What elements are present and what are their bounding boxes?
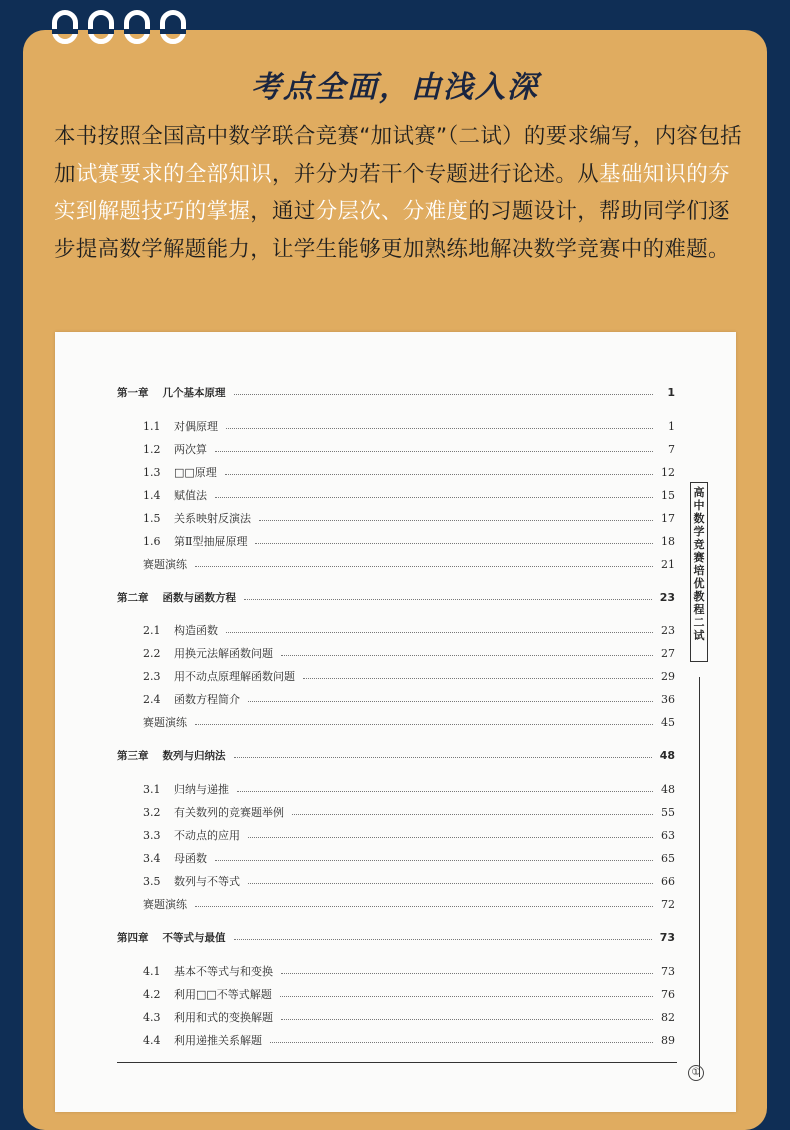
toc-section-number: 1.1 xyxy=(143,419,161,433)
toc-leader-dots xyxy=(234,394,654,395)
toc-section-number: 3.5 xyxy=(143,874,161,888)
binder-ring-icon xyxy=(160,10,186,44)
toc-section-row xyxy=(143,804,675,820)
toc-section-row xyxy=(143,464,675,480)
toc-entry-title: 第Ⅱ型抽屉原理 xyxy=(174,535,248,548)
intro-text: ，并分为若干个专题进行论述。从 xyxy=(272,161,600,187)
toc-entry-title: 赛题演练 xyxy=(143,558,187,571)
toc-entry-title: 母函数 xyxy=(174,852,207,865)
toc-entry-title: 赛题演练 xyxy=(143,898,187,911)
toc-section-row xyxy=(143,1009,675,1025)
toc-leader-dots xyxy=(226,428,653,429)
toc-section-number: 1.6 xyxy=(143,534,161,548)
toc-section-number: 4.2 xyxy=(143,987,161,1001)
toc-section-row xyxy=(143,418,675,434)
toc-section-row xyxy=(143,645,675,661)
toc-leader-dots xyxy=(280,996,653,997)
toc-page-number: 29 xyxy=(661,669,675,683)
toc-entry-title: 赋值法 xyxy=(174,489,207,502)
toc-page-number: 66 xyxy=(661,874,675,888)
toc-entry-title: 用不动点原理解函数问题 xyxy=(174,670,295,683)
toc-section-row xyxy=(143,963,675,979)
toc-page-number: 73 xyxy=(661,964,675,978)
toc-chapter-row xyxy=(117,384,675,400)
toc-page-number: 89 xyxy=(661,1033,675,1047)
toc-page-number: 65 xyxy=(661,851,675,865)
toc-section-row xyxy=(143,691,675,707)
toc-leader-dots xyxy=(215,860,653,861)
toc-page-number: 45 xyxy=(661,715,675,729)
toc-leader-dots xyxy=(195,906,653,907)
toc-chapter-row xyxy=(117,929,675,945)
intro-highlight: 分层次、分难度 xyxy=(315,199,469,224)
toc-drill-row xyxy=(143,714,675,730)
toc-leader-dots xyxy=(195,724,653,725)
section-title: 考点全面，由浅入深 xyxy=(251,70,539,105)
intro-text: 本书按照全国高中数学联合竞赛“加试赛”（二试）的要求编写，内容包括加 xyxy=(54,124,742,187)
toc-page-number: 73 xyxy=(659,930,675,944)
toc-drill-row xyxy=(143,896,675,912)
toc-page-number: 1 xyxy=(667,385,675,399)
toc-section-row xyxy=(143,827,675,843)
toc-chapter-title: 不等式与最值 xyxy=(162,931,226,944)
toc-page-number: 27 xyxy=(661,646,675,660)
toc-drill-row xyxy=(143,556,675,572)
toc-section-number: 3.1 xyxy=(143,782,161,796)
toc-leader-dots xyxy=(215,497,653,498)
toc-leader-dots xyxy=(248,883,653,884)
bottom-rule xyxy=(117,1062,677,1063)
toc-section-number: 1.3 xyxy=(143,465,161,479)
toc-page-number: 17 xyxy=(661,511,675,525)
toc-chapter-row xyxy=(117,747,675,763)
toc-section-number: 4.1 xyxy=(143,964,161,978)
toc-leader-dots xyxy=(234,757,652,758)
intro-highlight: 基础知识的夯实到解题技巧的掌握 xyxy=(54,161,730,224)
toc-chapter-title: 几个基本原理 xyxy=(162,386,226,399)
toc-chapter-title: 函数与函数方程 xyxy=(162,591,236,604)
toc-entry-title: 基本不等式与和变换 xyxy=(174,965,273,978)
toc-entry-title: □□原理 xyxy=(174,466,217,479)
toc-leader-dots xyxy=(234,939,652,940)
toc-leader-dots xyxy=(281,973,653,974)
toc-section-number: 3.2 xyxy=(143,805,161,819)
toc-section-number: 3.4 xyxy=(143,851,161,865)
toc-section-row xyxy=(143,850,675,866)
toc-page-number: 1 xyxy=(668,419,675,433)
toc-page xyxy=(55,332,736,1112)
intro-highlight: 试赛要求的全部知识 xyxy=(75,161,273,187)
toc-leader-dots xyxy=(303,678,653,679)
toc-page-number: 76 xyxy=(661,987,675,1001)
toc-page-number: 36 xyxy=(661,692,675,706)
toc-entry-title: 不动点的应用 xyxy=(174,829,240,842)
toc-section-number: 4.4 xyxy=(143,1033,161,1047)
toc-section-row xyxy=(143,1032,675,1048)
toc-section-row xyxy=(143,986,675,1002)
toc-page-number: 21 xyxy=(661,557,675,571)
toc-section-row xyxy=(143,873,675,889)
intro-text: ，通过 xyxy=(250,199,316,224)
toc-section-number: 2.2 xyxy=(143,646,161,660)
toc-entry-title: 函数方程简介 xyxy=(174,693,240,706)
toc-page-number: 15 xyxy=(661,488,675,502)
toc-page-number: 23 xyxy=(661,623,675,637)
toc-leader-dots xyxy=(226,632,653,633)
toc-page-number: 63 xyxy=(661,828,675,842)
toc-page-number: 48 xyxy=(661,782,675,796)
toc-entry-title: 关系映射反演法 xyxy=(174,512,251,525)
toc-entry-title: 用换元法解函数问题 xyxy=(174,647,273,660)
toc-entry-title: 归纳与递推 xyxy=(174,783,229,796)
toc-entry-title: 构造函数 xyxy=(174,624,218,637)
toc-section-row xyxy=(143,533,675,549)
toc-chapter-title: 数列与归纳法 xyxy=(162,749,226,762)
side-rule xyxy=(699,677,700,1077)
toc-entry-title: 有关数列的竞赛题举例 xyxy=(174,806,284,819)
toc-page-number: 7 xyxy=(668,442,675,456)
toc-section-number: 4.3 xyxy=(143,1010,161,1024)
toc-chapter-number: 第三章 xyxy=(117,749,149,762)
toc-section-row xyxy=(143,781,675,797)
toc-page-number: 82 xyxy=(661,1010,675,1024)
binder-ring-icon xyxy=(124,10,150,44)
binder-ring-icon xyxy=(88,10,114,44)
toc-section-number: 1.5 xyxy=(143,511,161,525)
toc-leader-dots xyxy=(195,566,653,567)
toc-section-row xyxy=(143,668,675,684)
toc-leader-dots xyxy=(292,814,653,815)
toc-leader-dots xyxy=(237,791,653,792)
toc-page-number: 48 xyxy=(659,748,675,762)
toc-section-number: 2.1 xyxy=(143,623,161,637)
toc-page-number: 23 xyxy=(659,590,675,604)
side-tab-label: 高中数学竞赛培优教程二试 xyxy=(690,482,708,662)
toc-section-row xyxy=(143,510,675,526)
toc-leader-dots xyxy=(281,655,653,656)
toc-page-number: 72 xyxy=(661,897,675,911)
toc-leader-dots xyxy=(281,1019,653,1020)
toc-leader-dots xyxy=(259,520,653,521)
toc-chapter-number: 第四章 xyxy=(117,931,149,944)
page-folio: ① xyxy=(688,1065,704,1081)
toc-chapter-number: 第一章 xyxy=(117,386,149,399)
toc-entry-title: 利用递推关系解题 xyxy=(174,1034,262,1047)
toc-section-number: 1.2 xyxy=(143,442,161,456)
binder-ring-icon xyxy=(52,10,78,44)
toc-page-number: 18 xyxy=(661,534,675,548)
toc-entry-title: 数列与不等式 xyxy=(174,875,240,888)
toc-section-row xyxy=(143,487,675,503)
toc-entry-title: 利用和式的变换解题 xyxy=(174,1011,273,1024)
toc-entry-title: 对偶原理 xyxy=(174,420,218,433)
toc-section-row xyxy=(143,622,675,638)
toc-section-number: 2.4 xyxy=(143,692,161,706)
intro-text: 的习题设计，帮助同学们逐步提高数学解题能力，让学生能够更加熟练地解决数学竞赛中的难题。 xyxy=(54,199,730,262)
toc-section-number: 3.3 xyxy=(143,828,161,842)
toc-page-number: 55 xyxy=(661,805,675,819)
toc-entry-title: 两次算 xyxy=(174,443,207,456)
toc-leader-dots xyxy=(248,701,653,702)
toc-leader-dots xyxy=(215,451,653,452)
toc-section-number: 1.4 xyxy=(143,488,161,502)
toc-entry-title: 利用□□不等式解题 xyxy=(174,988,272,1001)
toc-leader-dots xyxy=(248,837,653,838)
toc-section-number: 2.3 xyxy=(143,669,161,683)
toc-leader-dots xyxy=(255,543,653,544)
toc-leader-dots xyxy=(225,474,653,475)
toc-leader-dots xyxy=(270,1042,653,1043)
toc-chapter-row xyxy=(117,589,675,605)
toc-chapter-number: 第二章 xyxy=(117,591,149,604)
intro-paragraph xyxy=(54,118,744,268)
toc-leader-dots xyxy=(244,599,652,600)
toc-section-row xyxy=(143,441,675,457)
toc-page-number: 12 xyxy=(661,465,675,479)
toc-entry-title: 赛题演练 xyxy=(143,716,187,729)
